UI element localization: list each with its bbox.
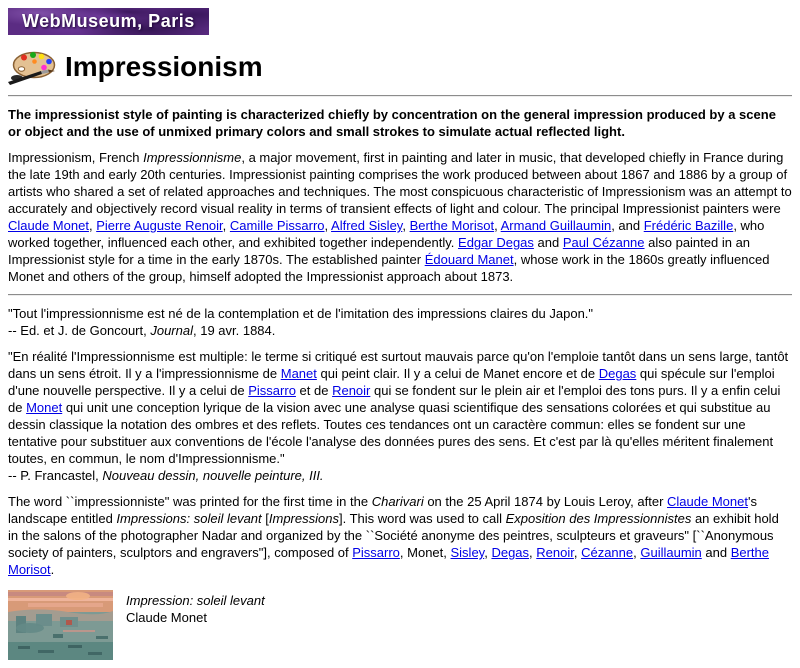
goncourt-quote-text: "Tout l'impressionnisme est né de la contemplation et de l'imitation des impressions claires du Japon." bbox=[8, 306, 594, 321]
link-morisot[interactable]: Berthe Morisot bbox=[8, 545, 770, 577]
link-bazille[interactable]: Frédéric Bazille bbox=[643, 218, 734, 233]
link-renoir[interactable]: Renoir bbox=[536, 545, 574, 560]
link-renoir[interactable]: Pierre Auguste Renoir bbox=[96, 218, 223, 233]
italic-text: Impressions bbox=[268, 511, 339, 526]
link-guillaumin[interactable]: Guillaumin bbox=[640, 545, 702, 560]
italic-text: Exposition des Impressionnistes bbox=[505, 511, 692, 526]
francastel-quote-text: "En réalité l'Impressionnisme est multiple: le terme si critiqué est surtout mauvais parce qu'on l'emploie tantôt dans un sens large, tantôt dans un sens étroit. Il y a l'impressionnisme de Manet qui peint clair. Il y a celui de Manet encore et de Degas qui spécule sur l'emploi d'une nouvelle perspective. Il y a celui de Pissarro et de Renoir qui se fondent sur le plein air et l'emploi des tons purs. Il y a enfin celui de Monet qui unit une conception lyrique de la vision avec une analyse quasi scientifique des sensations colorées et qui substitue au dessin classique la notation des ombres et des reflets. Toutes ces tendances ont un caractère commun: elles se fondent sur une tentative pour substituer aux conventions de l'école l'analyse des données pures des sens. Et c'est par là qu'elles méritent finalement toutes, en commun, le nom d'Impressionnisme." bbox=[8, 349, 789, 466]
link-manet[interactable]: Édouard Manet bbox=[424, 252, 514, 267]
site-banner-title: WebMuseum, Paris bbox=[22, 11, 195, 31]
palette-icon bbox=[8, 48, 56, 86]
link-monet[interactable]: Monet bbox=[26, 400, 63, 415]
link-degas[interactable]: Degas bbox=[491, 545, 530, 560]
intro-paragraph: The impressionist style of painting is characterized chiefly by concentration on the general impression produced by a scene or object and the use of unmixed primary colors and small strokes to simulate actual reflected light. bbox=[8, 107, 776, 139]
goncourt-quote-attribution: -- Ed. et J. de Goncourt, Journal, 19 avr. 1884. bbox=[8, 323, 276, 338]
site-banner[interactable] bbox=[8, 8, 209, 35]
link-claude-monet[interactable]: Claude Monet bbox=[667, 494, 748, 509]
link-claude-monet[interactable]: Claude Monet bbox=[8, 218, 89, 233]
divider-quotes bbox=[8, 294, 792, 296]
francastel-quote-attribution: -- P. Francastel, Nouveau dessin, nouvelle peinture, III. bbox=[8, 468, 324, 483]
artwork-title: Impression: soleil levant bbox=[126, 593, 265, 608]
artwork-row bbox=[8, 590, 792, 660]
link-sisley[interactable]: Sisley bbox=[450, 545, 485, 560]
link-renoir[interactable]: Renoir bbox=[332, 383, 371, 398]
link-cezanne[interactable]: Paul Cézanne bbox=[562, 235, 645, 250]
link-guillaumin[interactable]: Armand Guillaumin bbox=[500, 218, 612, 233]
link-pissarro[interactable]: Pissarro bbox=[248, 383, 296, 398]
artwork-caption bbox=[126, 590, 265, 626]
page-title: Impressionism bbox=[65, 51, 263, 82]
leroy-paragraph: The word ``impressionniste" was printed for the first time in the Charivari on the 25 April 1874 by Louis Leroy, after Claude Monet's landscape entitled Impressions: soleil levant [Impressions]. This word was used to call Exposition des Impressionnistes an exhibit hold in the salons of the photographer Nadar and organized by the ``Société anonyme des peintres, sculpteurs et graveurs" [``Anonymous society of painters, sculptors and engravers"], composed of Pissarro, Monet, Sisley, Degas, Renoir, Cézanne, Guillaumin and Berthe Morisot. bbox=[8, 494, 779, 577]
italic-text: Nouveau dessin, nouvelle peinture, III. bbox=[102, 468, 324, 483]
link-pissarro[interactable]: Camille Pissarro bbox=[229, 218, 325, 233]
link-manet[interactable]: Manet bbox=[280, 366, 317, 381]
goncourt-quote bbox=[8, 305, 792, 339]
link-sisley[interactable]: Alfred Sisley bbox=[331, 218, 403, 233]
main-paragraph: Impressionism, French Impressionnisme, a major movement, first in painting and later in music, that developed chiefly in France during the late 19th and early 20th centuries. Impressionist painting comprises the work produced between about 1867 and 1886 by a group of artists who shared a set of related approaches and techniques. The most conspicuous characteristic of Impressionism was an attempt to accurately and objectively record visual reality in terms of transient effects of light and colour. The principal Impressionist painters were Claude Monet, Pierre Auguste Renoir, Camille Pissarro, Alfred Sisley, Berthe Morisot, Armand Guillaumin, and Frédéric Bazille, who worked together, influenced each other, and exhibited together independently. Edgar Degas and Paul Cézanne also painted in an Impressionist style for a time in the early 1870s. The established painter Édouard Manet, whose work in the 1860s greatly influenced Monet and others of the group, himself adopted the Impressionist approach about 1873. bbox=[8, 150, 792, 284]
italic-text: Charivari bbox=[371, 494, 424, 509]
link-degas[interactable]: Degas bbox=[598, 366, 637, 381]
divider-top bbox=[8, 95, 792, 97]
francastel-quote bbox=[8, 348, 792, 484]
artwork-artist: Claude Monet bbox=[126, 610, 207, 625]
italic-text: Impressionnisme bbox=[143, 150, 242, 165]
page-heading bbox=[8, 48, 792, 86]
artwork-thumbnail[interactable] bbox=[8, 590, 113, 660]
link-pissarro[interactable]: Pissarro bbox=[352, 545, 400, 560]
italic-text: Impressions: soleil levant bbox=[116, 511, 262, 526]
italic-text: Journal bbox=[150, 323, 193, 338]
link-degas[interactable]: Edgar Degas bbox=[458, 235, 534, 250]
link-morisot[interactable]: Berthe Morisot bbox=[409, 218, 495, 233]
link-cezanne[interactable]: Cézanne bbox=[581, 545, 634, 560]
